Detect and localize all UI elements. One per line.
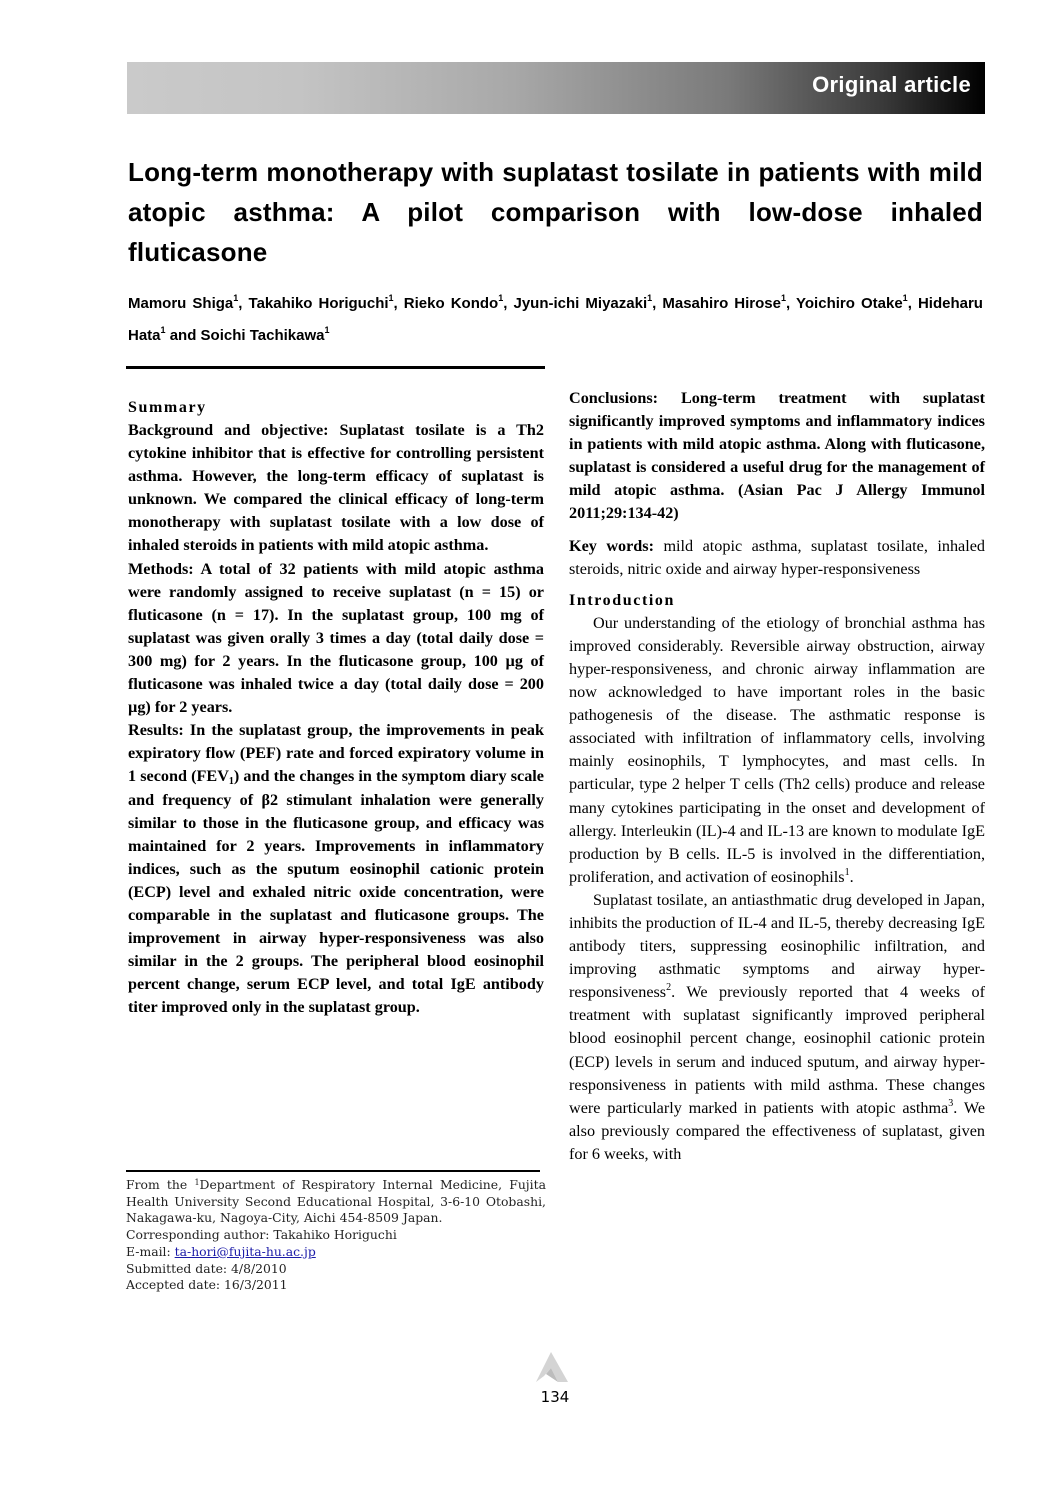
citation-ref[interactable]: 3 [948, 1097, 954, 1109]
submitted-date: Submitted date: 4/8/2010 [126, 1260, 287, 1276]
email-link[interactable]: ta-hori@fujita-hu.ac.jp [174, 1243, 316, 1259]
keywords: Key words: mild atopic asthma, suplatast tosilate, inhaled steroids, nitric oxide and airway hyper-responsiveness [569, 536, 985, 578]
email-line: E-mail: ta-hori@fujita-hu.ac.jp [126, 1243, 316, 1259]
triangle-logo-icon [532, 1350, 570, 1384]
citation-ref[interactable]: 2 [666, 982, 672, 994]
author: Soichi Tachikawa$^1$ [200, 325, 330, 344]
author: Jyun-ichi Miyazaki$^1$ [513, 293, 653, 312]
summary-column [128, 397, 544, 1019]
author: Rieko Kondo$^1$ [403, 293, 504, 312]
introduction-heading: Introduction [569, 591, 676, 609]
article-type-label: Original article [812, 72, 971, 97]
affiliation: From the $^1$Department of Respiratory Internal Medicine, Fujita Health University Second Educational Hospital, 3-6-10 Otobashi, Nakagawa-ku, Nagoya-City, Aichi 454-8509 Japan. [126, 1177, 546, 1226]
citation-ref[interactable]: 1 [844, 866, 850, 878]
author: Hideharu Hata$^1$ [128, 295, 983, 344]
author: Takahiko Horiguchi$^1$ [248, 293, 394, 312]
introduction-paragraph: Our understanding of the etiology of bronchial asthma has improved considerably. Reversible airway obstruction, airway hyper-responsiveness, and chronic airway inflammation are now acknowledged to have important roles in the basic pathogenesis of the disease. The asthmatic response is associated with infiltration of inflammatory cells, involving mainly eosinophils, T lymphocytes, and mast cells. In particular, type 2 helper T cells (Th2 cells) produce and release many cytokines participating in the onset and development of allergy. Interleukin (IL)-4 and IL-13 are known to modulate IgE production by B cells. IL-5 is involved in the differentiation, proliferation, and activation of eosinophils$^1$. [569, 613, 985, 886]
keywords-label: Key words: [569, 536, 654, 555]
author-list: Mamoru Shiga$^1$, Takahiko Horiguchi$^1$, Rieko Kondo$^1$, Jyun-ichi Miyazaki$^1$, Masahiro Hirose$^1$, Yoichiro Otake$^1$, Hideharu Hata$^1$ and Soichi Tachikawa$^1$ [128, 293, 983, 344]
summary-methods: Methods: A total of 32 patients with mild atopic asthma were randomly assigned to receive suplatast (n = 15) or fluticasone (n = 17). In the suplatast group, 100 mg of suplatast was given orally 3 times a day (total daily dose = 300 mg) for 2 years. In the fluticasone group, 100 µg of fluticasone was inhaled twice a day (total daily dose = 200 µg) for 2 years. [128, 559, 544, 717]
summary-results: Results: In the suplatast group, the improvements in peak expiratory flow (PEF) rate and forced expiratory volume in 1 second $(FEV_1)$ and the changes in the symptom diary scale and frequency of β2 stimulant inhalation were generally similar to those in the fluticasone group, and efficacy was maintained for 2 years. Improvements in inflammatory indices, such as the sputum eosinophil cationic protein (ECP) level and exhaled nitric oxide concentration, were comparable in the suplatast and fluticasone groups. The improvement in airway hyper-responsiveness was also similar in the 2 groups. The peripheral blood eosinophil percent change, serum ECP level, and total IgE antibody titer improved only in the suplatast group. [128, 721, 544, 1017]
article-type-banner [127, 62, 985, 114]
accepted-date: Accepted date: 16/3/2011 [126, 1277, 288, 1293]
summary-conclusions: Conclusions: Long-term treatment with suplatast significantly improved symptoms and inflammatory indices in patients with mild atopic asthma. Along with fluticasone, suplatast is considered a useful drug for the management of mild atopic asthma. (Asian Pac J Allergy Immunol 2011;29:134-42) [569, 389, 985, 523]
introduction-paragraph: Suplatast tosilate, an antiasthmatic drug developed in Japan, inhibits the production of IL-4 and IL-5, thereby decreasing IgE antibody titers, suppressing eosinophilic infiltration, and improving asthmatic symptoms and airway hyper-responsiveness$^2$. We previously reported that 4 weeks of treatment with suplatast significantly improved peripheral blood eosinophil percent change, eosinophil cationic protein (ECP) levels in serum and induced sputum, and airway hyper-responsiveness in patients with mild asthma. These changes were particularly marked in patients with atopic asthma$^3$. We also previously compared the effectiveness of suplatast, given for 6 weeks, with [569, 890, 986, 1163]
summary-heading: Summary [128, 399, 207, 416]
corresponding-author: Corresponding author: Takahiko Horiguchi [126, 1227, 397, 1243]
author: Mamoru Shiga$^1$ [128, 293, 239, 312]
footnote-divider [126, 1170, 540, 1172]
article-title: Long-term monotherapy with suplatast tosilate in patients with mild atopic asthma: A pilot comparison with low-dose inhaled fluticasone [128, 157, 983, 267]
page-number: 134 [540, 1388, 570, 1406]
right-column [569, 387, 985, 1166]
summary-divider [126, 366, 545, 369]
summary-background: Background and objective: Suplatast tosilate is a Th2 cytokine inhibitor that is effective for controlling persistent asthma. However, the long-term efficacy of suplatast is unknown. We compared the clinical efficacy of long-term monotherapy with suplatast tosilate with a low dose of inhaled steroids in patients with mild atopic asthma. [128, 421, 544, 555]
author: Masahiro Hirose$^1$ [662, 293, 787, 312]
affiliation-footnote [126, 1177, 546, 1294]
author: Yoichiro Otake$^1$ [796, 293, 908, 312]
